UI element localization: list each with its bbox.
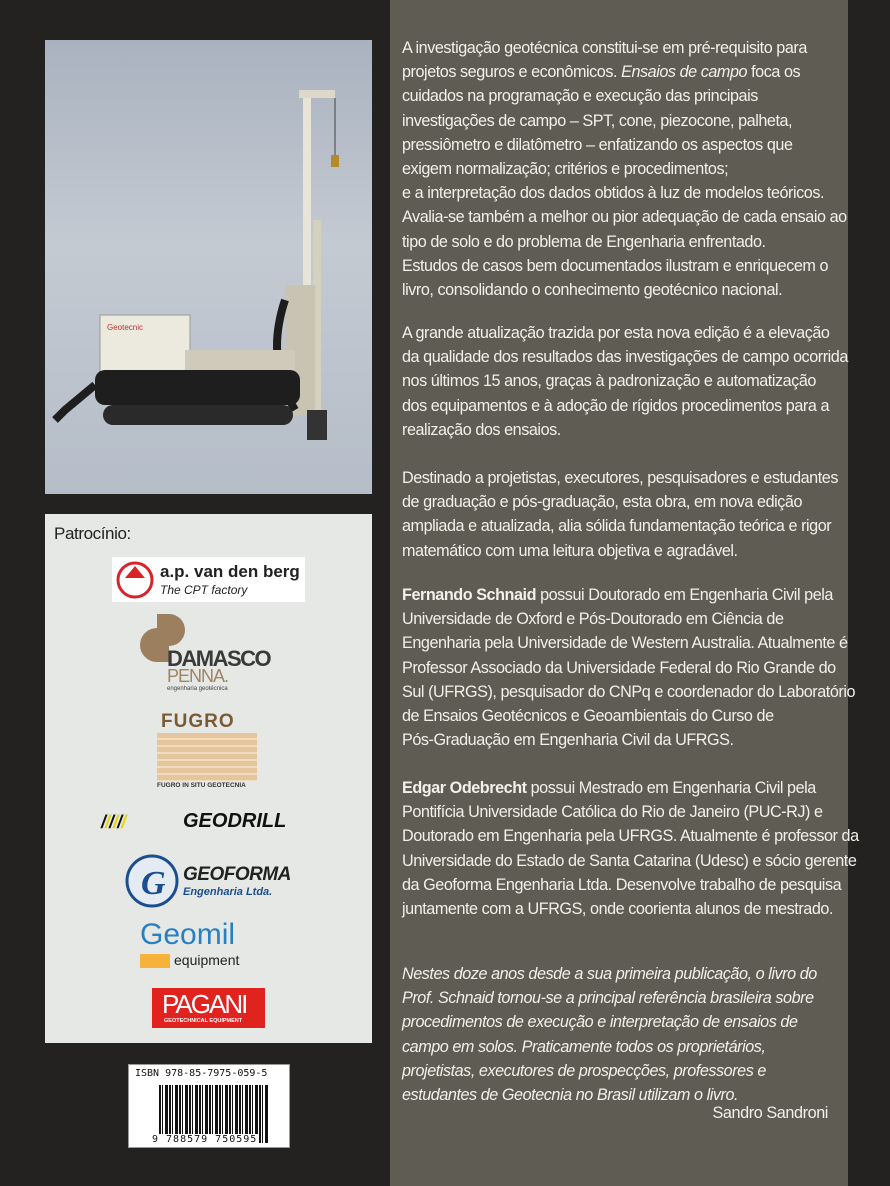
text-line: matemático com uma leitura objetiva e agradável. (402, 541, 738, 560)
text-line: tipo de solo e do problema de Engenharia enfrentado. (402, 232, 766, 251)
geomil-name: Geomil (140, 918, 236, 951)
text-line: estudantes de Geotecnia no Brasil utilizam o livro. (402, 1086, 739, 1105)
geodrill-stripes-icon: ////// (101, 812, 126, 832)
text-line: A investigação geotécnica constitui-se em pré-requisito para (402, 39, 807, 57)
text-line: pressiômetro e dilatômetro – enfatizando os aspectos que (402, 135, 793, 154)
text-line: ampliada e atualizada, alia sólida fundamentação teórica e rigor (402, 517, 832, 536)
paragraph-update (402, 321, 848, 442)
drilling-rig-illustration (45, 40, 372, 494)
text-line: Sul (UFRGS), pesquisador do CNPq e coordenador do Laboratório (402, 682, 856, 701)
sponsors-box (45, 514, 372, 1043)
fugro-sub: FUGRO IN SITU GEOTECNIA (157, 782, 246, 789)
damasco-penna-logo (133, 614, 293, 699)
text-line: projetistas, executores de prospecções, professores e (402, 1061, 766, 1080)
svg-text:Geotecnic: Geotecnic (107, 323, 144, 332)
text-line: da qualidade dos resultados das investigações de campo ocorrida (402, 348, 848, 367)
damasco-name: DAMASCO (167, 646, 271, 671)
text-line: Doutorado em Engenharia pela UFRGS. Atualmente é professor da (402, 827, 859, 846)
text-line: livro, consolidando o conhecimento geotécnico nacional. (402, 281, 783, 300)
barcode-digits: 9 788579 750595 (152, 1134, 258, 1145)
quote-author: Sandro Sandroni (712, 1104, 828, 1122)
geoforma-name: GEOFORMA (183, 864, 291, 885)
review-quote (402, 962, 842, 1107)
pagani-sub: GEOTECHNICAL EQUIPMENT (164, 1018, 243, 1024)
text-line: Fernando Schnaid possui Doutorado em Engenharia Civil pela (402, 586, 833, 604)
paragraph-audience (402, 466, 842, 563)
fugro-name: FUGRO (161, 711, 235, 732)
text-line: Avalia-se também a melhor ou pior adequação de cada ensaio ao (402, 208, 847, 227)
paragraph-author-odebrecht (402, 776, 859, 921)
text-line: e a interpretação dos dados obtidos à luz de modelos teóricos. (402, 184, 825, 203)
geodrill-name: GEODRILL (183, 810, 287, 832)
geomil-sub: equipment (174, 952, 240, 968)
pagani-name: PAGANI (162, 989, 247, 1019)
isbn-text: ISBN 978-85-7975-059-5 (135, 1068, 268, 1079)
text-line: de graduação e pós-graduação, esta obra, em nova edição (402, 493, 803, 512)
text-line: investigações de campo – SPT, cone, piezocone, palheta, (402, 111, 793, 130)
text-line: nos últimos 15 anos, graças à padronização e automatização (402, 372, 816, 391)
geoforma-logo (125, 854, 300, 910)
text-line: da Geoforma Engenharia Ltda. Desenvolve trabalho de pesquisa (402, 875, 842, 894)
text-line: realização dos ensaios. (402, 420, 561, 439)
vandenberg-logo (112, 557, 305, 602)
isbn-barcode (128, 1064, 290, 1148)
sponsors-title: Patrocínio: (54, 524, 131, 543)
text-line: Professor Associado da Universidade Federal do Rio Grande do (402, 658, 836, 677)
text-line: Pós-Graduação em Engenharia Civil da UFRGS. (402, 731, 734, 750)
paragraph-intro (402, 36, 847, 302)
vandenberg-tagline: The CPT factory (160, 583, 248, 597)
text-line: cuidados na programação e execução das principais (402, 87, 758, 106)
text-line: Engenharia pela Universidade de Western Australia. Atualmente é (402, 634, 848, 653)
text-line: exigem normalização; critérios e procedimentos; (402, 160, 729, 179)
geoforma-sub: Engenharia Ltda. (183, 886, 273, 898)
text-line: juntamente com a UFRGS, onde coorienta alunos de mestrado. (402, 900, 833, 919)
damasco-sub: engenharia geotécnica (167, 686, 228, 692)
text-line: Prof. Schnaid tornou-se a principal referência brasileira sobre (402, 989, 814, 1008)
paragraph-author-schnaid (402, 583, 856, 752)
svg-text:G: G (141, 865, 166, 902)
text-line: de Ensaios Geotécnicos e Geoambientais do Curso de (402, 707, 774, 726)
text-line: Pontifícia Universidade Católica do Rio de Janeiro (PUC-RJ) e (402, 803, 823, 822)
geomil-logo (140, 918, 280, 972)
text-line: Nestes doze anos desde a sua primeira publicação, o livro do (402, 965, 817, 983)
text-line: Universidade de Oxford e Pós-Doutorado em Ciência de (402, 610, 784, 629)
geodrill-logo (101, 810, 316, 834)
text-line: Estudos de casos bem documentados ilustram e enriquecem o (402, 256, 829, 275)
text-line: procedimentos de execução e interpretação de ensaios de (402, 1013, 798, 1032)
text-line: campo em solos. Praticamente todos os proprietários, (402, 1037, 766, 1056)
drilling-rig-photo (45, 40, 372, 494)
text-line: Universidade do Estado de Santa Catarina (Udesc) e sócio gerente (402, 851, 857, 870)
text-line: Destinado a projetistas, executores, pesquisadores e estudantes (402, 469, 838, 487)
fugro-logo (157, 711, 262, 793)
text-line: Edgar Odebrecht possui Mestrado em Engenharia Civil pela (402, 779, 816, 797)
vandenberg-name: a.p. van den berg (160, 562, 300, 581)
pagani-logo (152, 988, 265, 1028)
geomil-orange-block (140, 954, 170, 968)
text-line: dos equipamentos e à adoção de rígidos procedimentos para a (402, 396, 830, 415)
text-line: projetos seguros e econômicos. Ensaios de campo foca os (402, 63, 801, 82)
penna-name: PENNA. (167, 666, 229, 686)
text-line: A grande atualização trazida por esta nova edição é a elevação (402, 324, 830, 342)
